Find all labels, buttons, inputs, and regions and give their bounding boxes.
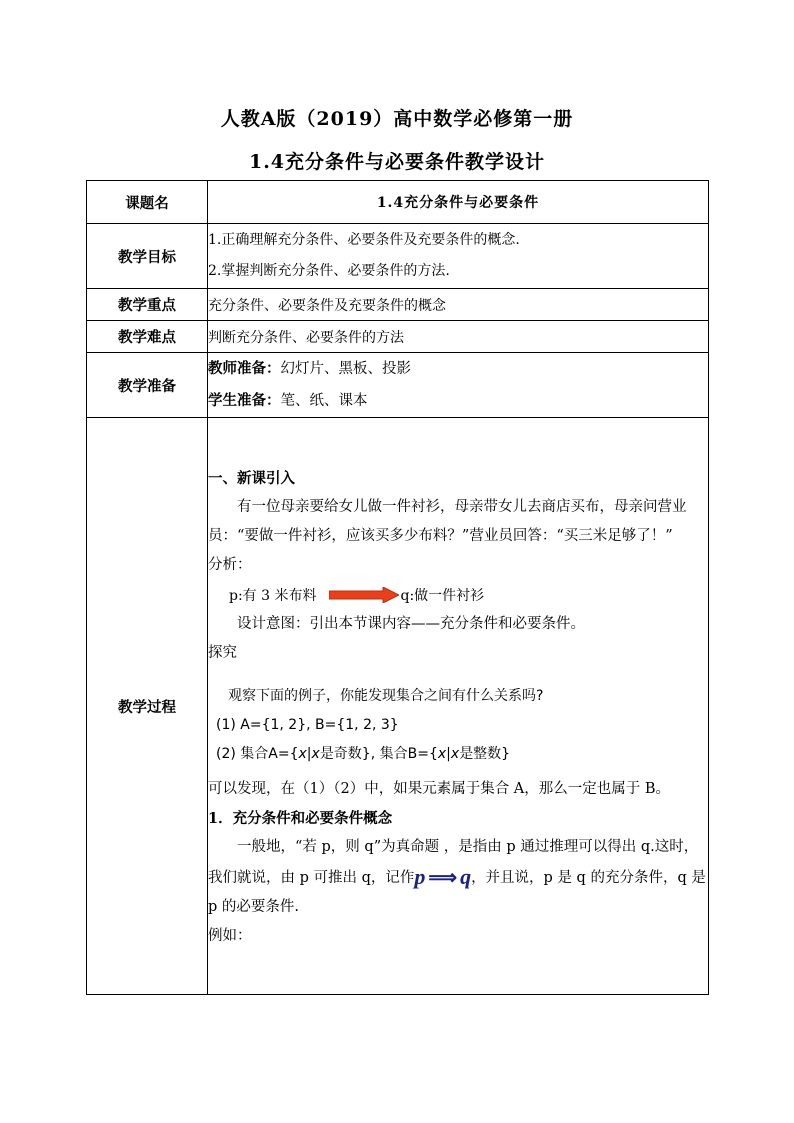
concept-heading: 1．充分条件和必要条件概念 <box>208 809 393 827</box>
value-objectives <box>208 224 709 289</box>
label-key-points: 教学重点 <box>87 289 208 321</box>
label-preparation: 教学准备 <box>87 353 208 418</box>
analysis-label: 分析： <box>208 556 252 573</box>
explore-label: 探究 <box>208 644 237 661</box>
row-preparation <box>87 353 709 418</box>
teacher-prep <box>208 353 708 385</box>
label-objectives: 教学目标 <box>87 224 208 289</box>
observe-question: 观察下面的例子，你能发现集合之间有什么关系吗? <box>228 687 544 704</box>
row-difficulties <box>87 321 709 353</box>
example-label: 例如： <box>208 927 252 944</box>
section-intro-heading: 一、新课引入 <box>208 469 295 487</box>
value-course-name: 1.4充分条件与必要条件 <box>208 181 709 224</box>
value-key-points: 充分条件、必要条件及充要条件的概念 <box>208 289 709 321</box>
value-process <box>208 418 709 995</box>
p-to-q-diagram <box>208 580 708 610</box>
q-statement: q:做一件衬衫 <box>400 587 485 604</box>
document-subtitle: 1.4充分条件与必要条件教学设计 <box>248 151 546 173</box>
finding-paragraph: 可以发现，在（1）（2）中，如果元素属于集合 A，那么一定也属于 B。 <box>208 780 671 797</box>
row-objectives <box>87 224 709 289</box>
student-prep-label: 学生准备： <box>208 392 281 409</box>
concept-paragraph: 一般地，“若 p，则 q”为真命题 ，是指由 p 通过推理可以得出 q.这时，我们就说，由 p 可推出 q，记作p ⟹ q，并且说，p 是 q 的充分条件，q 是 p 的必要条件. <box>208 838 706 915</box>
design-intent: 设计意图：引出本节课内容——充分条件和必要条件。 <box>237 615 585 632</box>
label-course-name: 课题名 <box>87 181 208 224</box>
right-arrow-icon <box>329 587 399 603</box>
example-2: (2) 集合A={x|x是奇数}, 集合B={x|x是整数} <box>216 745 511 762</box>
p-statement: p:有 3 米布料 <box>229 587 317 604</box>
teacher-prep-value: 幻灯片、黑板、投影 <box>280 361 411 377</box>
story-paragraph: 有一位母亲要给女儿做一件衬衫，母亲带女儿去商店买布，母亲问营业员：“要做一件衬衫，应该买多少布料？”营业员回答：“买三米足够了！” <box>208 498 687 544</box>
implication-formula: p ⟹ q <box>414 863 472 889</box>
student-prep <box>208 385 708 417</box>
student-prep-value: 笔、纸、课本 <box>280 393 368 409</box>
lesson-plan-table <box>86 180 709 995</box>
row-course-name <box>87 181 709 224</box>
example-1: (1) A={1, 2}, B={1, 2, 3} <box>216 716 399 733</box>
label-difficulties: 教学难点 <box>87 321 208 353</box>
objective-1: 1.正确理解充分条件、必要条件及充要条件的概念. <box>208 232 520 248</box>
value-preparation <box>208 353 709 418</box>
teacher-prep-label: 教师准备： <box>208 360 281 377</box>
document-title: 人教A版（2019）高中数学必修第一册 <box>220 108 574 130</box>
value-difficulties: 判断充分条件、必要条件的方法 <box>208 321 709 353</box>
row-process <box>87 418 709 995</box>
objective-2: 2.掌握判断充分条件、必要条件的方法. <box>208 263 450 279</box>
label-process: 教学过程 <box>87 418 208 995</box>
row-key-points <box>87 289 709 321</box>
